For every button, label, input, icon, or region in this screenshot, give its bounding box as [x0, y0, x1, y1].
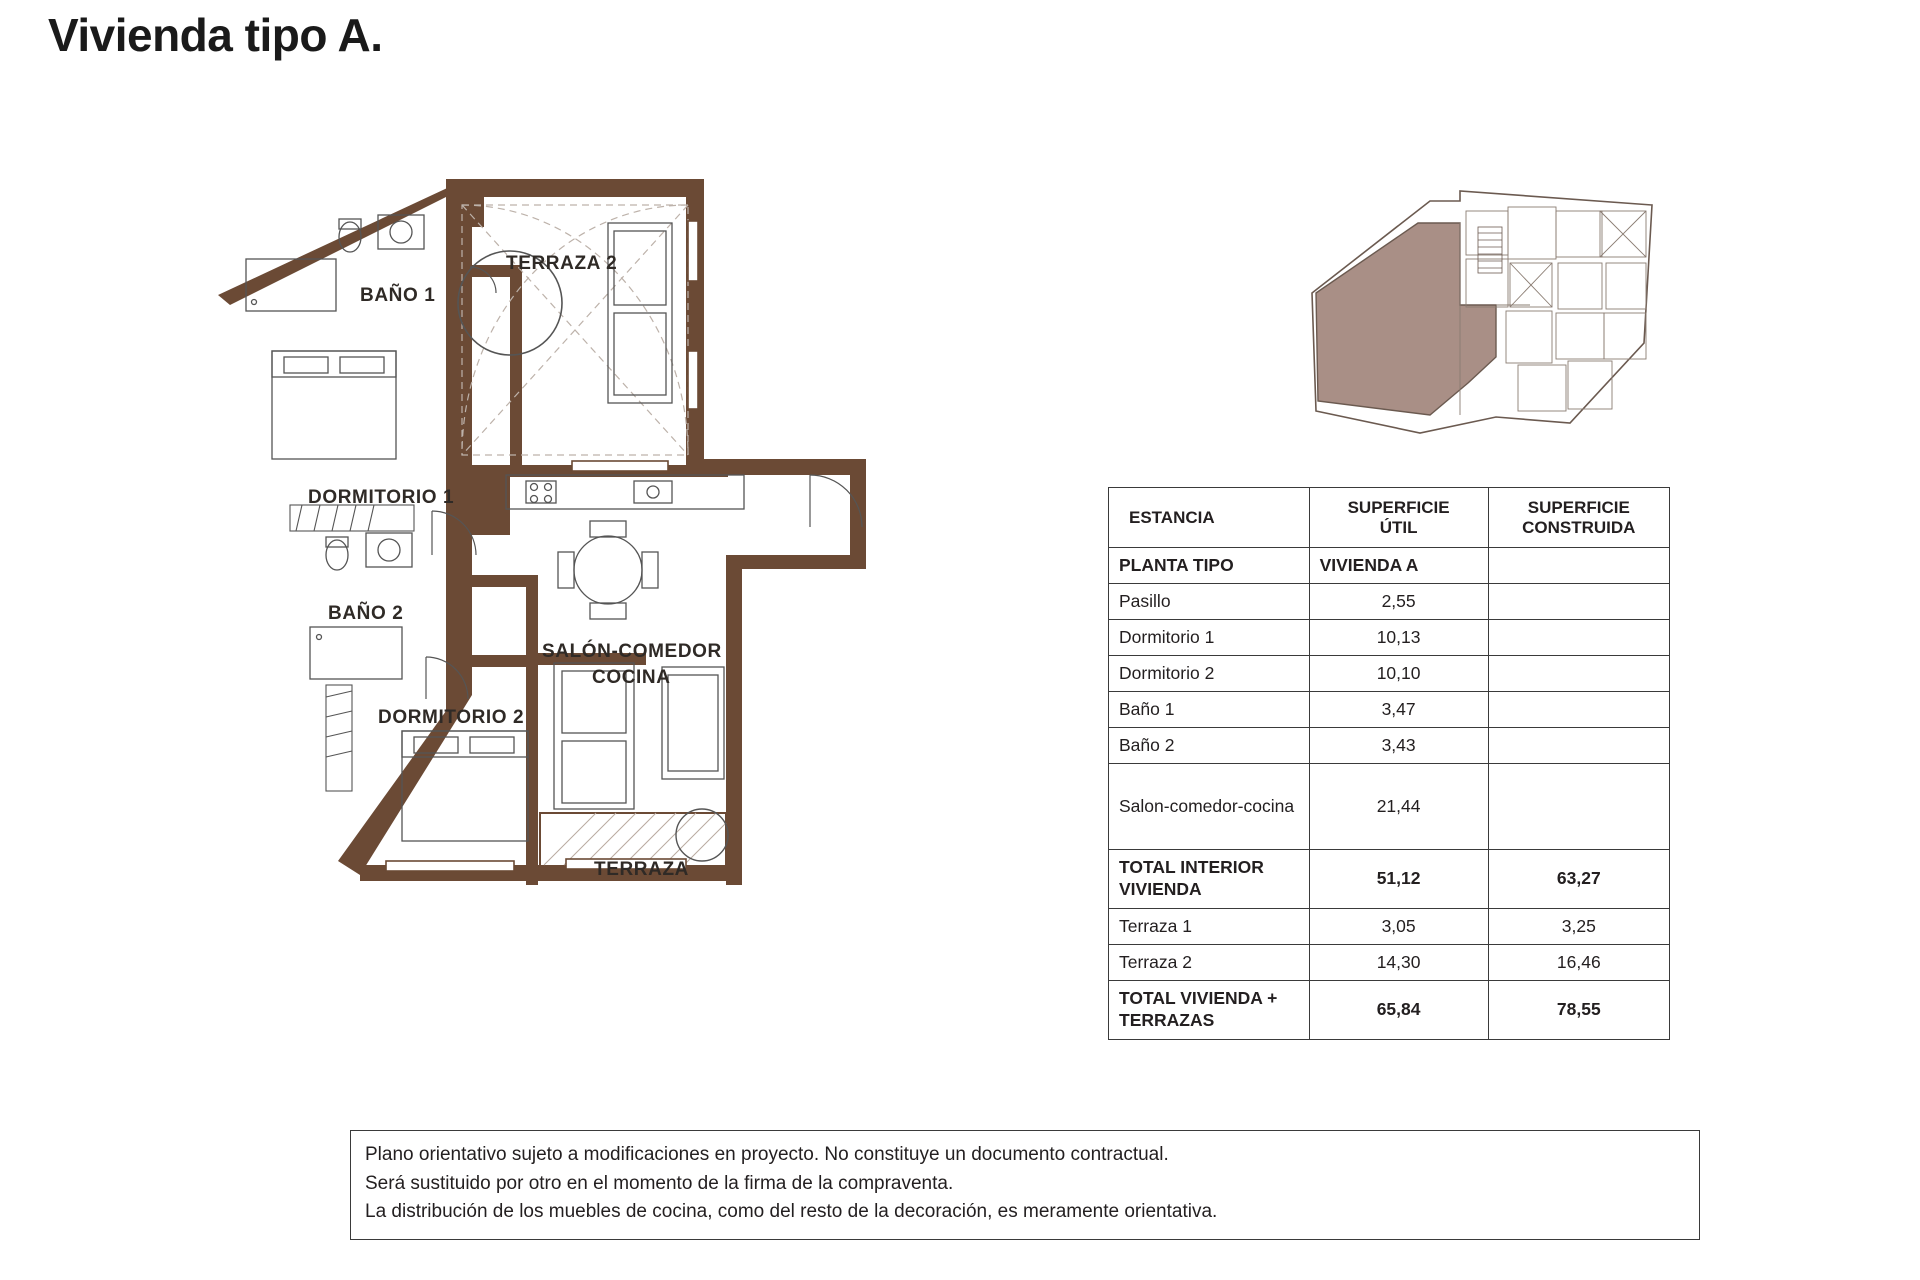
room-useful: 10,13 [1309, 620, 1488, 656]
key-plan [1300, 185, 1660, 445]
room-built [1488, 764, 1669, 850]
dormitorio2-closet [326, 685, 352, 791]
room-built: 16,46 [1488, 944, 1669, 980]
room-useful: 65,84 [1309, 980, 1488, 1039]
disclaimer-line-3: La distribución de los muebles de cocina, como del resto de la decoración, es meramente orientativa. [365, 1201, 1218, 1222]
room-label-salon-comedor: SALÓN-COMEDOR [542, 641, 722, 662]
table-row [1109, 908, 1670, 944]
room-name: Salon-comedor-cocina [1109, 764, 1310, 850]
room-label-terraza-2: TERRAZA 2 [506, 253, 618, 274]
disclaimer-line-2: Será sustituido por otro en el momento de la firma de la compraventa. [365, 1172, 954, 1194]
section-blank [1488, 548, 1669, 584]
exterior-wall-right-lower [726, 555, 866, 569]
table-row-total-interior [1109, 850, 1670, 909]
table-row-section [1109, 548, 1670, 584]
room-built [1488, 584, 1669, 620]
room-useful: 51,12 [1309, 850, 1488, 909]
room-built [1488, 692, 1669, 728]
table-row [1109, 692, 1670, 728]
header-superficie-util [1309, 488, 1488, 548]
header-superficie-construida-line1: SUPERFICIE [1527, 498, 1630, 517]
area-schedule-table [1108, 487, 1670, 1040]
key-plan-svg [1300, 185, 1660, 445]
room-name: TOTAL INTERIOR VIVIENDA [1109, 850, 1310, 909]
room-useful: 3,05 [1309, 908, 1488, 944]
header-superficie-util-line2: ÚTIL [1379, 517, 1418, 537]
room-built: 63,27 [1488, 850, 1669, 909]
room-useful: 10,10 [1309, 656, 1488, 692]
table-body [1109, 548, 1670, 1040]
floor-plan-drawing [210, 175, 1110, 935]
exterior-wall-right-notch [850, 459, 866, 569]
table-row [1109, 620, 1670, 656]
table-row-total-vivienda [1109, 980, 1670, 1039]
room-useful: 2,55 [1309, 584, 1488, 620]
header-superficie-construida [1488, 488, 1669, 548]
dormitorio1-bed [272, 351, 396, 459]
room-label-dormitorio-2: DORMITORIO 2 [378, 707, 525, 728]
room-label-terraza: TERRAZA [594, 859, 689, 880]
table-header-row [1109, 488, 1670, 548]
terraza2-sofa [608, 223, 672, 403]
table-head [1109, 488, 1670, 548]
section-label: PLANTA TIPO [1109, 548, 1310, 584]
table-row [1109, 944, 1670, 980]
room-built [1488, 620, 1669, 656]
disclaimer-box [350, 1130, 1700, 1240]
room-useful: 21,44 [1309, 764, 1488, 850]
room-label-bano-1: BAÑO 1 [360, 285, 436, 306]
room-name: Pasillo [1109, 584, 1310, 620]
room-built [1488, 728, 1669, 764]
partition-vertical-1 [510, 271, 522, 467]
room-useful: 14,30 [1309, 944, 1488, 980]
room-label-dormitorio-1: DORMITORIO 1 [308, 487, 455, 508]
room-name: Baño 2 [1109, 728, 1310, 764]
dining-set [558, 521, 658, 619]
room-name: Terraza 2 [1109, 944, 1310, 980]
table-row [1109, 656, 1670, 692]
room-name: Baño 1 [1109, 692, 1310, 728]
room-useful: 3,43 [1309, 728, 1488, 764]
exterior-wall-top [446, 179, 704, 197]
table-row [1109, 584, 1670, 620]
table-row [1109, 728, 1670, 764]
room-name: Dormitorio 1 [1109, 620, 1310, 656]
room-label-cocina: COCINA [592, 667, 671, 688]
section-value: VIVIENDA A [1309, 548, 1488, 584]
room-built: 3,25 [1488, 908, 1669, 944]
terraza2-pattern [462, 205, 688, 455]
room-name: TOTAL VIVIENDA + TERRAZAS [1109, 980, 1310, 1039]
room-name: Dormitorio 2 [1109, 656, 1310, 692]
floor-plan-svg [210, 175, 1110, 935]
page-title: Vivienda tipo A. [48, 9, 383, 61]
header-superficie-construida-line2: CONSTRUIDA [1522, 517, 1636, 537]
kitchen-counter [506, 475, 744, 509]
header-superficie-util-line1: SUPERFICIE [1347, 498, 1450, 517]
header-estancia: ESTANCIA [1109, 488, 1310, 548]
partition-bath2-bottom [446, 655, 538, 667]
room-useful: 3,47 [1309, 692, 1488, 728]
room-label-bano-2: BAÑO 2 [328, 603, 404, 624]
disclaimer-line-1: Plano orientativo sujeto a modificaciones en proyecto. No constituye un documento contractual. [365, 1144, 1169, 1165]
room-name: Terraza 1 [1109, 908, 1310, 944]
room-built [1488, 656, 1669, 692]
room-built: 78,55 [1488, 980, 1669, 1039]
partition-bath2-top [446, 575, 538, 587]
table-row [1109, 764, 1670, 850]
